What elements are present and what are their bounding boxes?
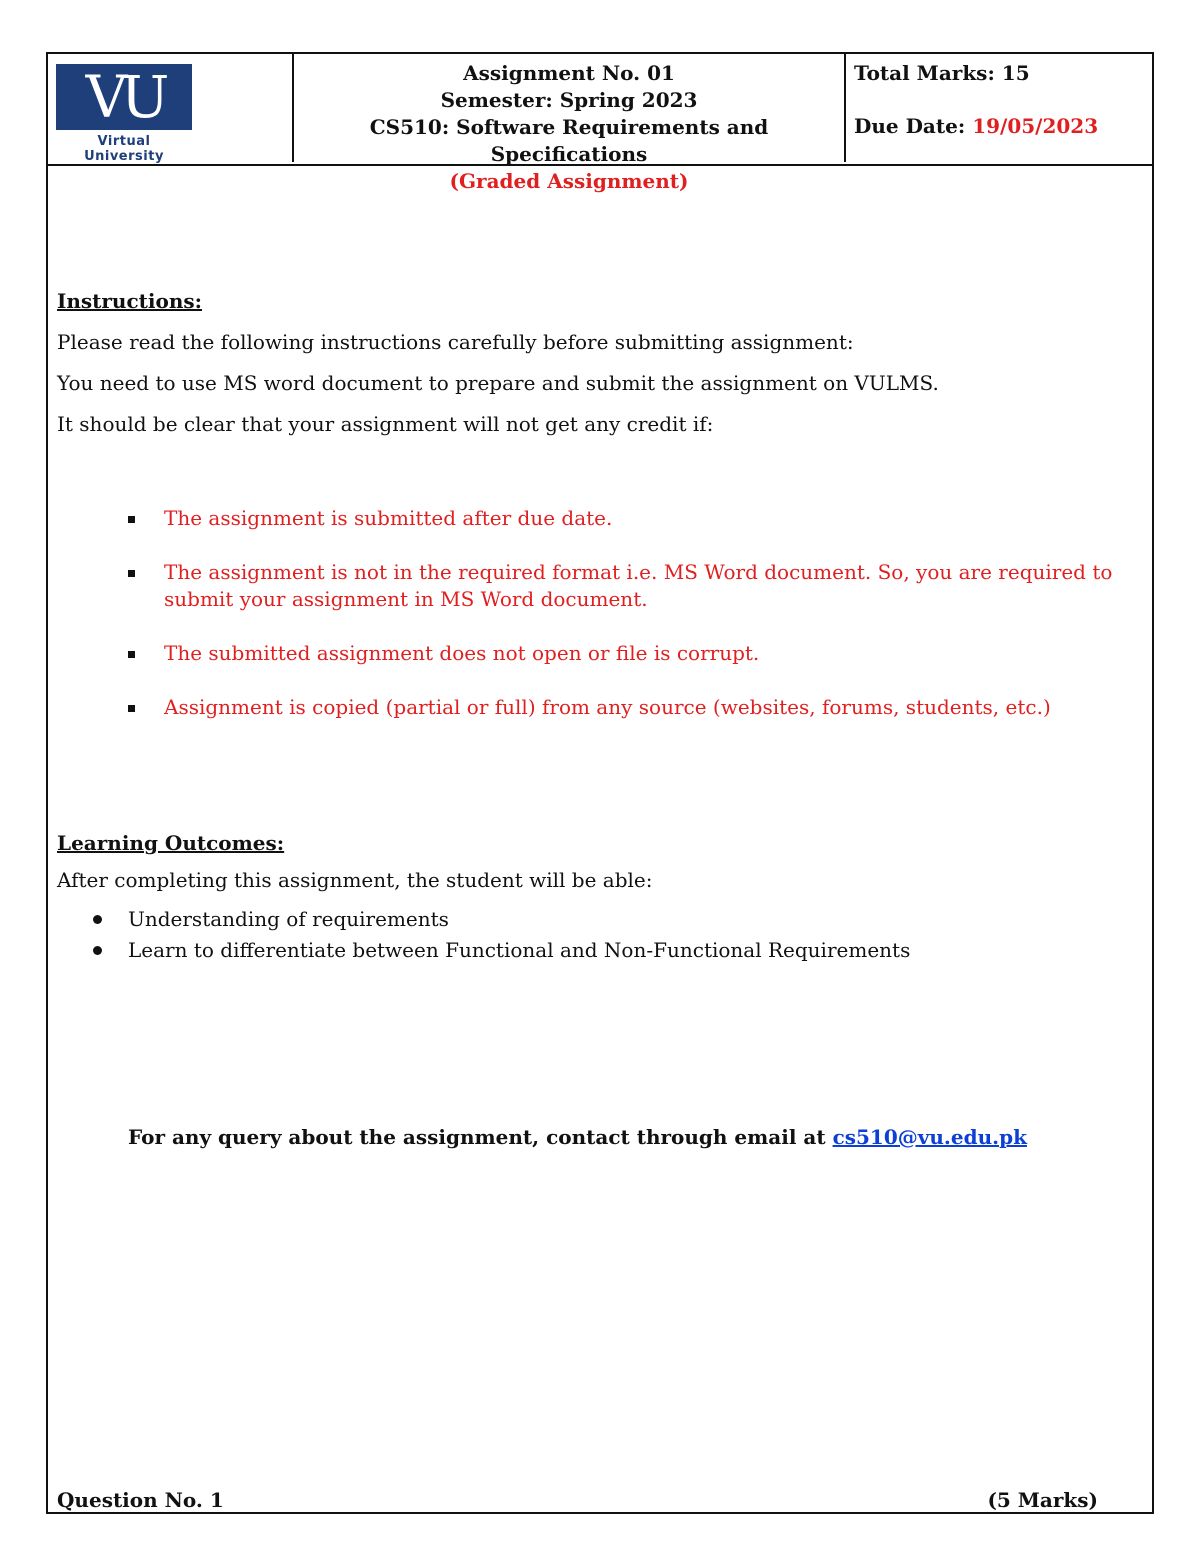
instructions-heading: Instructions: [57, 289, 203, 313]
contact-email-link[interactable]: cs510@vu.edu.pk [832, 1125, 1027, 1149]
square-bullet-icon [128, 516, 135, 523]
outcomes-intro: After completing this assignment, the student will be able: [57, 868, 653, 892]
semester: Semester: Spring 2023 [440, 88, 698, 112]
due-date-label: Due Date: [854, 114, 973, 138]
instruction-line: You need to use MS word document to prepare and submit the assignment on VULMS. [57, 371, 939, 395]
condition-item: Assignment is copied (partial or full) from any source (websites, forums, students, etc.) [124, 694, 1114, 721]
instruction-line: Please read the following instructions carefully before submitting assignment: [57, 330, 854, 354]
title-cell [294, 54, 846, 193]
learning-outcomes-heading: Learning Outcomes: [57, 831, 285, 855]
vu-logo [56, 63, 192, 164]
marks-cell [846, 54, 1154, 162]
conditions-list [124, 505, 1114, 748]
due-date-value: 19/05/2023 [972, 114, 1099, 138]
condition-item: The assignment is not in the required format i.e. MS Word document. So, you are required to submit your assignment in MS Word document. [124, 559, 1114, 613]
condition-item: The submitted assignment does not open or file is corrupt. [124, 640, 1114, 667]
question-marks: (5 Marks) [987, 1488, 1098, 1512]
outcomes-list [88, 904, 910, 966]
logo-cell [48, 54, 294, 162]
assignment-number: Assignment No. 01 [463, 61, 675, 85]
instruction-line: It should be clear that your assignment will not get any credit if: [57, 412, 714, 436]
condition-item: The assignment is submitted after due date. [124, 505, 1114, 532]
question-label: Question No. 1 [57, 1488, 224, 1512]
contact-line [128, 1124, 1027, 1151]
square-bullet-icon [128, 651, 135, 658]
total-marks: Total Marks: 15 [854, 61, 1030, 85]
square-bullet-icon [128, 705, 135, 712]
vu-logo-mark: VU [56, 64, 192, 130]
document-frame [46, 52, 1154, 1514]
vu-logo-subtitle: Virtual University [84, 134, 164, 164]
round-bullet-icon [93, 915, 102, 924]
round-bullet-icon [93, 946, 102, 955]
contact-text: For any query about the assignment, contact through email at [128, 1125, 833, 1149]
due-date-line [854, 113, 1154, 140]
header-table [48, 54, 1152, 193]
outcome-item: Learn to differentiate between Functional and Non-Functional Requirements [88, 935, 910, 966]
outcome-item: Understanding of requirements [88, 904, 910, 935]
graded-label: (Graded Assignment) [449, 169, 689, 193]
square-bullet-icon [128, 570, 135, 577]
course-title: CS510: Software Requirements and Specifications [369, 115, 769, 166]
